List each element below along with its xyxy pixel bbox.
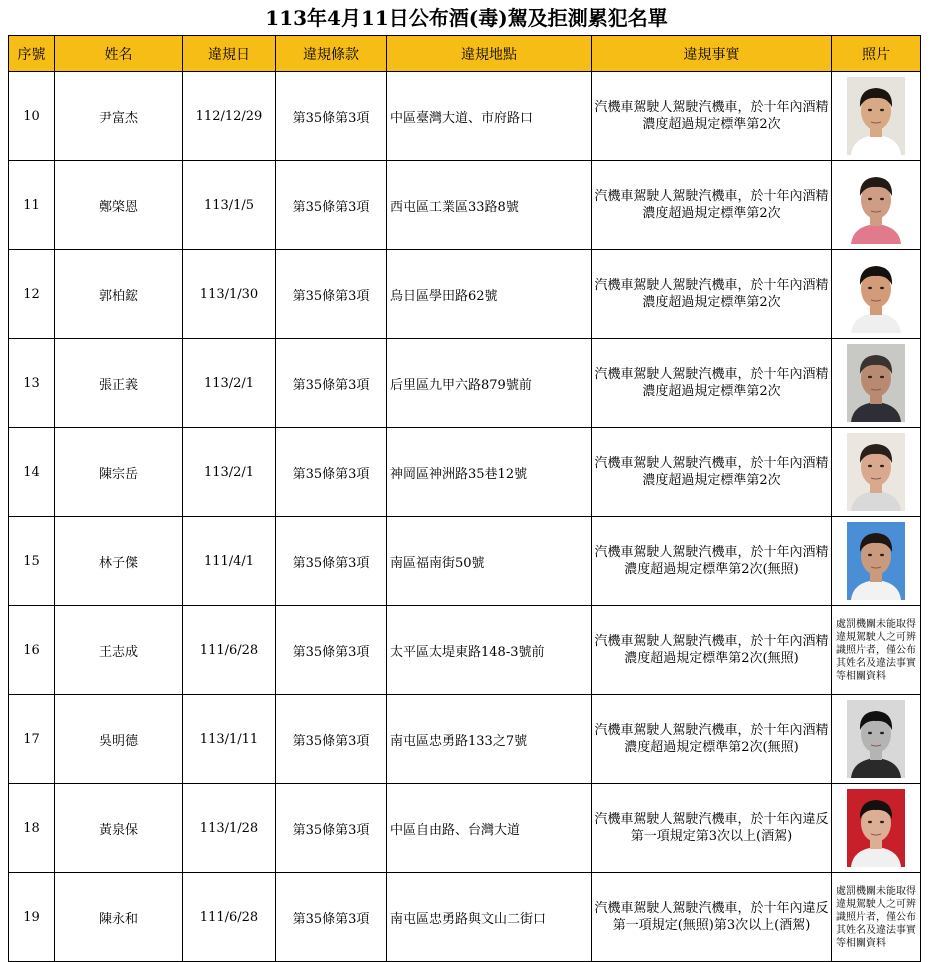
- violation-location: 后里區九甲六路879號前: [387, 339, 592, 428]
- violation-location: 中區自由路、台灣大道: [387, 784, 592, 873]
- offender-photo: [847, 255, 905, 333]
- table-row: [9, 517, 921, 606]
- photo-cell: [832, 339, 921, 428]
- photo-cell: [832, 517, 921, 606]
- offender-photo: [847, 789, 905, 867]
- offender-name: 林子傑: [55, 517, 183, 606]
- row-number: 11: [9, 161, 55, 250]
- photo-cell: [832, 873, 921, 962]
- violation-date: 113/1/30: [183, 250, 276, 339]
- page-title: 113年4月11日公布酒(毒)駕及拒測累犯名單: [265, 6, 668, 30]
- table-row: [9, 72, 921, 161]
- table-row: [9, 873, 921, 962]
- table-row: [9, 784, 921, 873]
- photo-cell: [832, 784, 921, 873]
- header-clause: 違規條款: [276, 36, 387, 72]
- photo-cell: [832, 606, 921, 695]
- table-row: [9, 339, 921, 428]
- row-number: 18: [9, 784, 55, 873]
- header-row: [9, 36, 921, 72]
- table-row: [9, 250, 921, 339]
- offender-name: 張正義: [55, 339, 183, 428]
- violation-location: 南區福南街50號: [387, 517, 592, 606]
- violation-fact: 汽機車駕駛人駕駛汽機車，於十年內酒精濃度超過規定標準第2次(無照): [592, 517, 832, 606]
- photo-cell: [832, 428, 921, 517]
- violation-location: 太平區太堤東路148-3號前: [387, 606, 592, 695]
- offender-name: 黃泉保: [55, 784, 183, 873]
- row-number: 10: [9, 72, 55, 161]
- violation-fact: 汽機車駕駛人駕駛汽機車，於十年內酒精濃度超過規定標準第2次: [592, 339, 832, 428]
- table-row: [9, 161, 921, 250]
- violation-date: 111/4/1: [183, 517, 276, 606]
- violation-clause: 第35條第3項: [276, 873, 387, 962]
- no-photo-note: 處罰機關未能取得違規駕駛人之可辨識照片者，僅公布 其姓名及違法事實等相關資料: [836, 885, 916, 949]
- offender-name: 鄭棨恩: [55, 161, 183, 250]
- offender-photo: [847, 522, 905, 600]
- offender-name: 尹富杰: [55, 72, 183, 161]
- row-number: 14: [9, 428, 55, 517]
- row-number: 19: [9, 873, 55, 962]
- violation-clause: 第35條第3項: [276, 72, 387, 161]
- violation-fact: 汽機車駕駛人駕駛汽機車，於十年內酒精濃度超過規定標準第2次: [592, 161, 832, 250]
- violation-location: 南屯區忠勇路133之7號: [387, 695, 592, 784]
- violation-location: 中區臺灣大道、市府路口: [387, 72, 592, 161]
- violation-date: 111/6/28: [183, 606, 276, 695]
- violation-date: 112/12/29: [183, 72, 276, 161]
- offender-photo: [847, 700, 905, 778]
- offender-name: 王志成: [55, 606, 183, 695]
- header-photo: 照片: [832, 36, 921, 72]
- offender-photo: [847, 344, 905, 422]
- header-location: 違規地點: [387, 36, 592, 72]
- violation-clause: 第35條第3項: [276, 250, 387, 339]
- no-photo-note: 處罰機關未能取得違規駕駛人之可辨識照片者，僅公布 其姓名及違法事實等相關資料: [836, 618, 916, 682]
- violation-clause: 第35條第3項: [276, 606, 387, 695]
- photo-cell: [832, 695, 921, 784]
- offender-table: [8, 35, 921, 962]
- violation-date: 113/1/5: [183, 161, 276, 250]
- photo-cell: [832, 250, 921, 339]
- photo-cell: [832, 72, 921, 161]
- header-name: 姓名: [55, 36, 183, 72]
- violation-fact: 汽機車駕駛人駕駛汽機車，於十年內酒精濃度超過規定標準第2次(無照): [592, 695, 832, 784]
- violation-location: 神岡區神洲路35巷12號: [387, 428, 592, 517]
- violation-fact: 汽機車駕駛人駕駛汽機車，於十年內違反第一項規定(無照)第3次以上(酒駕): [592, 873, 832, 962]
- offender-name: 吳明德: [55, 695, 183, 784]
- violation-fact: 汽機車駕駛人駕駛汽機車，於十年內違反第一項規定第3次以上(酒駕): [592, 784, 832, 873]
- violation-fact: 汽機車駕駛人駕駛汽機車，於十年內酒精濃度超過規定標準第2次: [592, 428, 832, 517]
- offender-name: 陳永和: [55, 873, 183, 962]
- violation-fact: 汽機車駕駛人駕駛汽機車，於十年內酒精濃度超過規定標準第2次(無照): [592, 606, 832, 695]
- header-no: 序號: [9, 36, 55, 72]
- violation-clause: 第35條第3項: [276, 695, 387, 784]
- row-number: 12: [9, 250, 55, 339]
- table-row: [9, 428, 921, 517]
- violation-location: 西屯區工業區33路8號: [387, 161, 592, 250]
- violation-location: 南屯區忠勇路與文山二街口: [387, 873, 592, 962]
- violation-date: 113/1/28: [183, 784, 276, 873]
- row-number: 15: [9, 517, 55, 606]
- table-row: [9, 606, 921, 695]
- violation-date: 113/1/11: [183, 695, 276, 784]
- photo-cell: [832, 161, 921, 250]
- offender-photo: [847, 433, 905, 511]
- violation-date: 111/6/28: [183, 873, 276, 962]
- violation-clause: 第35條第3項: [276, 517, 387, 606]
- violation-date: 113/2/1: [183, 339, 276, 428]
- table-row: [9, 695, 921, 784]
- violation-fact: 汽機車駕駛人駕駛汽機車，於十年內酒精濃度超過規定標準第2次: [592, 72, 832, 161]
- violation-clause: 第35條第3項: [276, 428, 387, 517]
- violation-location: 烏日區學田路62號: [387, 250, 592, 339]
- row-number: 17: [9, 695, 55, 784]
- header-date: 違規日: [183, 36, 276, 72]
- header-fact: 違規事實: [592, 36, 832, 72]
- row-number: 16: [9, 606, 55, 695]
- violation-fact: 汽機車駕駛人駕駛汽機車，於十年內酒精濃度超過規定標準第2次: [592, 250, 832, 339]
- offender-photo: [847, 166, 905, 244]
- violation-date: 113/2/1: [183, 428, 276, 517]
- offender-photo: [847, 77, 905, 155]
- violation-clause: 第35條第3項: [276, 784, 387, 873]
- row-number: 13: [9, 339, 55, 428]
- violation-clause: 第35條第3項: [276, 161, 387, 250]
- offender-name: 郭柏鋐: [55, 250, 183, 339]
- violation-clause: 第35條第3項: [276, 339, 387, 428]
- offender-name: 陳宗岳: [55, 428, 183, 517]
